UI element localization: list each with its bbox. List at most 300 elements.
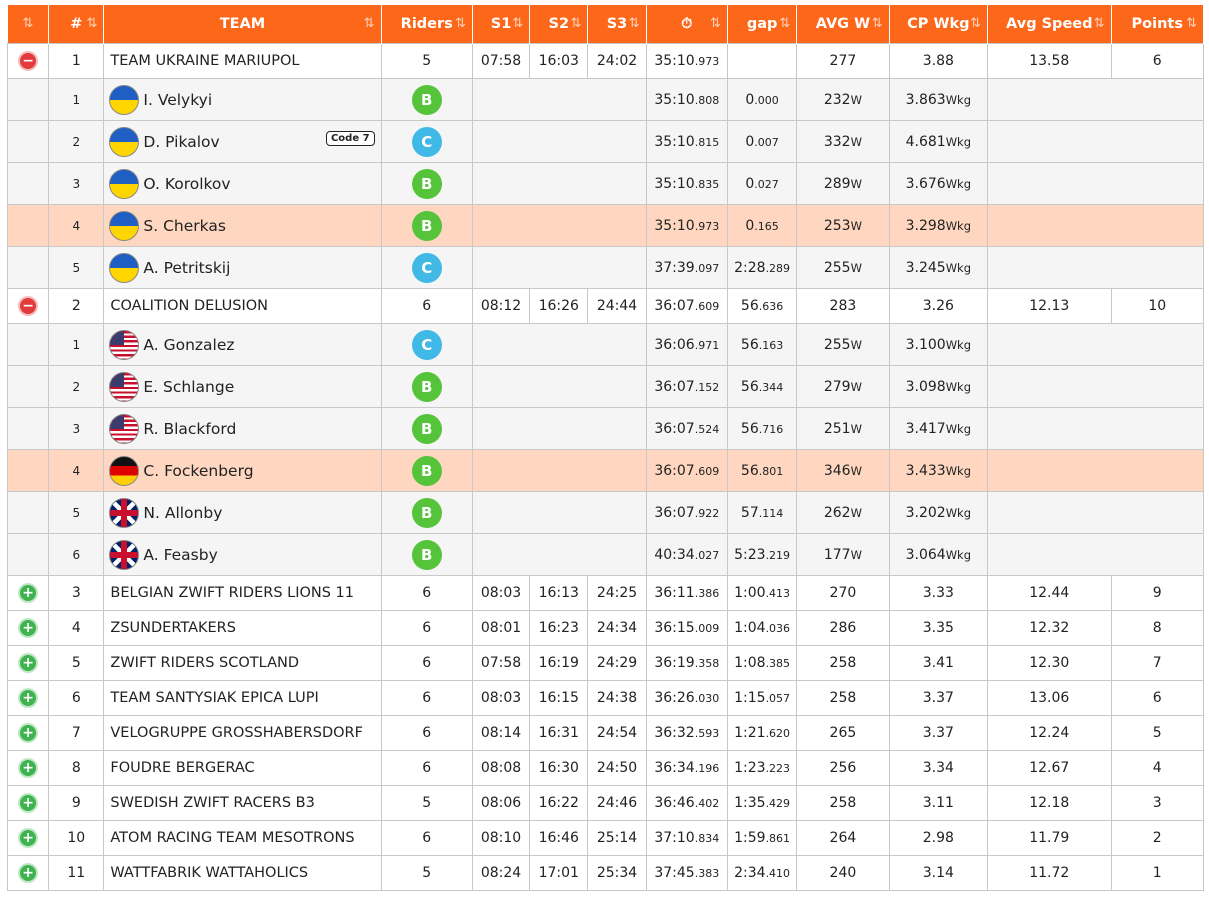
points-cell xyxy=(1111,681,1203,716)
rider-empty-cell xyxy=(988,324,1204,366)
sort-icon[interactable]: ⇅ xyxy=(628,16,640,31)
rider-position: 2 xyxy=(72,134,81,149)
empty-cell xyxy=(8,163,49,205)
gap-cell xyxy=(727,681,796,716)
team-row[interactable] xyxy=(8,289,1204,324)
flag-gb-icon xyxy=(109,540,139,570)
rider-cell[interactable] xyxy=(104,79,381,121)
team-name[interactable]: COALITION DELUSION xyxy=(110,298,268,314)
rider-row-highlighted xyxy=(8,450,1204,492)
team-name-cell[interactable] xyxy=(104,611,381,646)
gap-ms: .413 xyxy=(765,587,791,600)
gap-ms: .165 xyxy=(754,219,779,233)
category-badge: B xyxy=(412,372,442,402)
avgw-cell xyxy=(797,44,889,79)
expand-icon[interactable]: + xyxy=(20,865,36,881)
cp-wkg: 3.245 xyxy=(905,259,946,276)
rider-position: 5 xyxy=(72,505,81,520)
time-cell xyxy=(646,121,727,163)
cp-wkg: 3.064 xyxy=(905,546,946,563)
avgw-cell xyxy=(797,450,889,492)
position-cell xyxy=(49,681,104,716)
rider-name[interactable]: C. Fockenberg xyxy=(143,461,254,480)
avg-speed: 12.44 xyxy=(1029,585,1070,601)
split-s1: 08:06 xyxy=(480,795,522,811)
toggle-cell[interactable] xyxy=(8,681,49,716)
points-cell xyxy=(1111,611,1203,646)
rider-cell[interactable] xyxy=(104,408,381,450)
sort-icon[interactable]: ⇅ xyxy=(1093,16,1105,31)
gap-cell xyxy=(727,366,796,408)
team-position: 10 xyxy=(67,830,86,846)
gap-cell xyxy=(727,611,796,646)
col-header-s2[interactable] xyxy=(530,5,588,44)
sort-icon[interactable]: ⇅ xyxy=(86,16,98,31)
gap: 0 xyxy=(745,175,755,192)
gap-ms: .057 xyxy=(765,692,791,705)
category-badge: C xyxy=(412,330,442,360)
gap: 1:23 xyxy=(734,760,766,776)
split-s2: 16:30 xyxy=(538,760,579,776)
category-badge: C xyxy=(412,127,442,157)
avgw-cell xyxy=(797,576,889,611)
gap-cell xyxy=(727,205,796,247)
col-header-s1[interactable] xyxy=(472,5,529,44)
finish-time: 37:10 xyxy=(654,830,695,846)
team-name[interactable]: FOUDRE BERGERAC xyxy=(110,760,255,776)
position-cell xyxy=(49,646,104,681)
time-cell xyxy=(646,611,727,646)
sort-icon[interactable]: ⇅ xyxy=(512,16,524,31)
split-s2: 16:31 xyxy=(538,725,579,741)
avgw-cell xyxy=(797,289,889,324)
gap-cell xyxy=(727,856,796,891)
col-header-team[interactable] xyxy=(104,5,381,44)
cp-wkg: 3.41 xyxy=(922,655,954,671)
rider-name[interactable]: S. Cherkas xyxy=(143,216,226,235)
avg-speed: 13.06 xyxy=(1029,690,1070,706)
cp-cell xyxy=(889,324,987,366)
split-s1: 07:58 xyxy=(480,655,522,671)
empty-cell xyxy=(8,79,49,121)
expand-icon[interactable]: + xyxy=(20,585,36,601)
avg-watts: 177 xyxy=(823,546,851,563)
flag-us-icon xyxy=(109,330,139,360)
rider-name[interactable]: D. Pikalov xyxy=(143,132,220,151)
category-badge: B xyxy=(412,211,442,241)
collapse-icon[interactable]: − xyxy=(20,53,36,69)
finish-time-ms: .609 xyxy=(694,464,720,478)
avg-watts: 232 xyxy=(823,91,851,108)
time-cell xyxy=(646,576,727,611)
position-cell xyxy=(49,450,104,492)
rider-row xyxy=(8,247,1204,289)
finish-time-ms: .386 xyxy=(694,587,720,600)
split-s3: 24:50 xyxy=(596,760,638,776)
avg-speed: 12.67 xyxy=(1029,760,1070,776)
gap-ms: .344 xyxy=(758,380,784,394)
split-s1: 08:08 xyxy=(480,760,522,776)
col-header-label: TEAM xyxy=(219,16,266,32)
gap: 57 xyxy=(740,504,759,521)
expand-icon[interactable]: + xyxy=(20,795,36,811)
sort-icon[interactable]: ⇅ xyxy=(871,16,883,31)
s3-cell xyxy=(588,821,646,856)
team-position: 9 xyxy=(71,795,81,811)
cp-cell xyxy=(889,786,987,821)
team-name[interactable]: WATTFABRIK WATTAHOLICS xyxy=(110,865,309,881)
cp-cell xyxy=(889,44,987,79)
rider-position: 1 xyxy=(72,92,81,107)
sort-icon[interactable]: ⇅ xyxy=(22,16,34,31)
split-s3: 24:38 xyxy=(596,690,638,706)
s2-cell xyxy=(530,751,588,786)
rider-empty-cell xyxy=(988,205,1204,247)
rider-cell[interactable] xyxy=(104,324,381,366)
s1-cell xyxy=(472,289,529,324)
rider-name[interactable]: A. Gonzalez xyxy=(143,335,235,354)
points-cell xyxy=(1111,289,1203,324)
gap: 56 xyxy=(740,420,759,437)
wkg-unit: Wkg xyxy=(945,176,972,191)
team-name-cell[interactable] xyxy=(104,646,381,681)
col-header-position[interactable] xyxy=(49,5,104,44)
empty-cell xyxy=(8,366,49,408)
rider-name[interactable]: R. Blackford xyxy=(143,419,237,438)
avgw-cell xyxy=(797,681,889,716)
team-row[interactable] xyxy=(8,856,1204,891)
rider-empty-cell xyxy=(988,366,1204,408)
cp-wkg: 3.14 xyxy=(922,865,954,881)
position-cell xyxy=(49,492,104,534)
team-position: 11 xyxy=(67,865,86,881)
team-name[interactable]: TEAM UKRAINE MARIUPOL xyxy=(110,53,300,69)
col-header-time[interactable] xyxy=(646,5,727,44)
split-s2: 16:19 xyxy=(538,655,579,671)
gap: 56 xyxy=(740,336,759,353)
rider-cell[interactable] xyxy=(104,366,381,408)
cp-wkg: 3.098 xyxy=(905,378,946,395)
cp-cell xyxy=(889,492,987,534)
rider-cell[interactable] xyxy=(104,450,381,492)
toggle-cell[interactable] xyxy=(8,44,49,79)
gap-cell xyxy=(727,247,796,289)
team-position: 3 xyxy=(71,585,81,601)
team-row[interactable] xyxy=(8,821,1204,856)
expand-icon[interactable]: + xyxy=(20,655,36,671)
avg-speed: 11.72 xyxy=(1029,865,1070,881)
team-name-cell[interactable] xyxy=(104,681,381,716)
position-cell xyxy=(49,408,104,450)
rider-cell[interactable] xyxy=(104,163,381,205)
finish-time-ms: .009 xyxy=(694,622,720,635)
team-name[interactable]: ZWIFT RIDERS SCOTLAND xyxy=(110,655,299,671)
team-name-cell[interactable] xyxy=(104,44,381,79)
split-s1: 07:58 xyxy=(480,53,522,69)
col-header-label: # xyxy=(70,16,83,32)
finish-time: 36:15 xyxy=(654,620,695,636)
s1-cell xyxy=(472,681,529,716)
rider-count: 5 xyxy=(422,53,432,69)
avg-watts: 255 xyxy=(823,259,851,276)
team-name-cell[interactable] xyxy=(104,821,381,856)
toggle-cell[interactable] xyxy=(8,786,49,821)
sort-icon[interactable]: ⇅ xyxy=(710,16,721,31)
wkg-unit: Wkg xyxy=(945,547,972,562)
split-s2: 17:01 xyxy=(538,865,579,881)
watts-unit: W xyxy=(850,547,862,562)
time-cell xyxy=(646,681,727,716)
sort-icon[interactable]: ⇅ xyxy=(363,16,375,31)
avg-watts: 283 xyxy=(829,298,857,314)
rider-cell[interactable] xyxy=(104,534,381,576)
category-cell xyxy=(381,247,472,289)
rider-name[interactable]: I. Velykyi xyxy=(143,90,213,109)
gap-ms: .716 xyxy=(758,422,784,436)
collapse-icon[interactable]: − xyxy=(20,298,36,314)
split-s1: 08:14 xyxy=(480,725,522,741)
splits-empty-cell xyxy=(472,163,646,205)
toggle-cell[interactable] xyxy=(8,646,49,681)
sort-icon[interactable]: ⇅ xyxy=(570,16,582,31)
team-row[interactable] xyxy=(8,611,1204,646)
cp-cell xyxy=(889,163,987,205)
position-cell xyxy=(49,79,104,121)
gap: 2:28 xyxy=(734,259,766,276)
time-cell xyxy=(646,163,727,205)
stopwatch-icon: ⏱ xyxy=(681,16,693,32)
col-header-gap[interactable] xyxy=(727,5,796,44)
finish-time-ms: .834 xyxy=(694,832,720,845)
finish-time: 36:07 xyxy=(654,504,695,521)
points: 6 xyxy=(1152,53,1162,69)
s3-cell xyxy=(588,751,646,786)
s3-cell xyxy=(588,289,646,324)
rider-cell[interactable] xyxy=(104,247,381,289)
results-table xyxy=(7,5,1204,891)
cp-cell xyxy=(889,534,987,576)
cp-wkg: 2.98 xyxy=(922,830,954,846)
points-cell xyxy=(1111,646,1203,681)
s3-cell xyxy=(588,646,646,681)
avgw-cell xyxy=(797,324,889,366)
team-name-cell[interactable] xyxy=(104,751,381,786)
riders-cell xyxy=(381,786,472,821)
splits-empty-cell xyxy=(472,492,646,534)
team-row[interactable] xyxy=(8,44,1204,79)
col-header-riders[interactable] xyxy=(381,5,472,44)
finish-time-ms: .922 xyxy=(694,506,720,520)
team-name-cell[interactable] xyxy=(104,289,381,324)
team-row[interactable] xyxy=(8,751,1204,786)
rider-name[interactable]: O. Korolkov xyxy=(143,174,231,193)
rider-count: 6 xyxy=(422,760,432,776)
watts-unit: W xyxy=(850,337,862,352)
split-s1: 08:12 xyxy=(480,298,522,314)
rider-name[interactable]: A. Feasby xyxy=(143,545,218,564)
sort-icon[interactable]: ⇅ xyxy=(779,16,791,31)
avgw-cell xyxy=(797,786,889,821)
position-cell xyxy=(49,821,104,856)
flag-ua-icon xyxy=(109,85,139,115)
col-header-s3[interactable] xyxy=(588,5,646,44)
position-cell xyxy=(49,324,104,366)
toggle-cell[interactable] xyxy=(8,289,49,324)
points-cell xyxy=(1111,856,1203,891)
gap-cell xyxy=(727,492,796,534)
rider-row xyxy=(8,121,1204,163)
avgw-cell xyxy=(797,821,889,856)
col-header-avgspeed[interactable] xyxy=(988,5,1112,44)
rider-name[interactable]: E. Schlange xyxy=(143,377,235,396)
s3-cell xyxy=(588,611,646,646)
watts-unit: W xyxy=(850,176,862,191)
toggle-cell[interactable] xyxy=(8,576,49,611)
finish-time: 40:34 xyxy=(654,546,695,563)
finish-time: 36:19 xyxy=(654,655,695,671)
rider-row-highlighted xyxy=(8,205,1204,247)
col-header-label: Points xyxy=(1131,16,1183,32)
cp-wkg: 3.33 xyxy=(922,585,954,601)
team-name[interactable]: SWEDISH ZWIFT RACERS B3 xyxy=(110,795,315,811)
team-name[interactable]: VELOGRUPPE GROSSHABERSDORF xyxy=(110,725,363,741)
expand-icon[interactable]: + xyxy=(20,725,36,741)
split-s3: 24:46 xyxy=(596,795,638,811)
toggle-cell[interactable] xyxy=(8,611,49,646)
rider-position: 6 xyxy=(72,547,81,562)
team-name-cell[interactable] xyxy=(104,576,381,611)
gap-cell xyxy=(727,44,796,79)
s1-cell xyxy=(472,821,529,856)
gap: 2:34 xyxy=(734,865,766,881)
split-s2: 16:46 xyxy=(538,830,579,846)
finish-time-ms: .030 xyxy=(694,692,720,705)
avgw-cell xyxy=(797,121,889,163)
s3-cell xyxy=(588,681,646,716)
category-badge: C xyxy=(412,253,442,283)
s1-cell xyxy=(472,856,529,891)
toggle-cell[interactable] xyxy=(8,751,49,786)
avg-watts: 258 xyxy=(829,655,857,671)
expand-icon[interactable]: + xyxy=(20,830,36,846)
team-row[interactable] xyxy=(8,716,1204,751)
finish-time-ms: .835 xyxy=(694,177,720,191)
gap-cell xyxy=(727,751,796,786)
toggle-cell[interactable] xyxy=(8,716,49,751)
category-cell xyxy=(381,163,472,205)
team-name[interactable]: ATOM RACING TEAM MESOTRONS xyxy=(110,830,355,846)
category-badge: B xyxy=(412,414,442,444)
gap-ms: .027 xyxy=(754,177,779,191)
avgw-cell xyxy=(797,408,889,450)
team-name-cell[interactable] xyxy=(104,786,381,821)
col-header-cpwkg[interactable] xyxy=(889,5,987,44)
watts-unit: W xyxy=(850,92,862,107)
toggle-cell[interactable] xyxy=(8,821,49,856)
sort-icon[interactable]: ⇅ xyxy=(970,16,982,31)
flag-ua-icon xyxy=(109,127,139,157)
avgw-cell xyxy=(797,716,889,751)
cp-wkg: 3.676 xyxy=(905,175,946,192)
team-name[interactable]: BELGIAN ZWIFT RIDERS LIONS 11 xyxy=(110,585,355,601)
col-header-avgw[interactable] xyxy=(797,5,889,44)
avg-speed: 12.18 xyxy=(1029,795,1070,811)
points: 5 xyxy=(1152,725,1162,741)
gap-ms: .007 xyxy=(754,135,779,149)
empty-cell xyxy=(8,492,49,534)
team-row[interactable] xyxy=(8,646,1204,681)
avg-watts: 289 xyxy=(823,175,851,192)
cp-wkg: 4.681 xyxy=(905,133,946,150)
s2-cell xyxy=(530,716,588,751)
team-row[interactable] xyxy=(8,681,1204,716)
split-s2: 16:26 xyxy=(538,298,579,314)
gap-cell xyxy=(727,716,796,751)
finish-time: 35:10 xyxy=(654,133,695,150)
rider-cell[interactable] xyxy=(104,205,381,247)
gap-cell xyxy=(727,646,796,681)
finish-time: 36:11 xyxy=(654,585,695,601)
gap: 1:04 xyxy=(734,620,766,636)
avgw-cell xyxy=(797,534,889,576)
rider-name[interactable]: A. Petritskij xyxy=(143,258,231,277)
rider-count: 6 xyxy=(422,620,432,636)
gap-ms: .385 xyxy=(765,657,791,670)
rider-count: 6 xyxy=(422,830,432,846)
team-name[interactable]: TEAM SANTYSIAK EPICA LUPI xyxy=(110,690,319,706)
rider-name[interactable]: N. Allonby xyxy=(143,503,223,522)
expand-icon[interactable]: + xyxy=(20,690,36,706)
col-header-expand[interactable] xyxy=(8,5,49,44)
splits-empty-cell xyxy=(472,534,646,576)
team-row[interactable] xyxy=(8,576,1204,611)
gap: 0 xyxy=(745,133,755,150)
finish-time: 36:26 xyxy=(654,690,695,706)
sort-icon[interactable]: ⇅ xyxy=(1186,16,1197,31)
col-header-points[interactable] xyxy=(1111,5,1203,44)
team-name-cell[interactable] xyxy=(104,856,381,891)
speed-cell xyxy=(988,856,1112,891)
toggle-cell[interactable] xyxy=(8,856,49,891)
category-badge: B xyxy=(412,456,442,486)
expand-icon[interactable]: + xyxy=(20,620,36,636)
splits-empty-cell xyxy=(472,450,646,492)
empty-cell xyxy=(8,205,49,247)
sort-icon[interactable]: ⇅ xyxy=(455,16,466,31)
rider-cell[interactable] xyxy=(104,121,381,163)
cp-cell xyxy=(889,121,987,163)
gap-cell xyxy=(727,324,796,366)
team-row[interactable] xyxy=(8,786,1204,821)
position-cell xyxy=(49,44,104,79)
finish-time: 36:32 xyxy=(654,725,695,741)
team-name-cell[interactable] xyxy=(104,716,381,751)
finish-time: 36:46 xyxy=(654,795,695,811)
position-cell xyxy=(49,289,104,324)
s2-cell xyxy=(530,611,588,646)
empty-cell xyxy=(8,408,49,450)
rider-cell[interactable] xyxy=(104,492,381,534)
gap: 0 xyxy=(745,91,755,108)
expand-icon[interactable]: + xyxy=(20,760,36,776)
gap: 1:35 xyxy=(734,795,766,811)
s1-cell xyxy=(472,716,529,751)
team-position: 2 xyxy=(71,298,81,314)
team-name[interactable]: ZSUNDERTAKERS xyxy=(110,620,236,636)
points: 8 xyxy=(1152,620,1162,636)
avg-watts: 265 xyxy=(829,725,857,741)
gap-ms: .620 xyxy=(765,727,791,740)
